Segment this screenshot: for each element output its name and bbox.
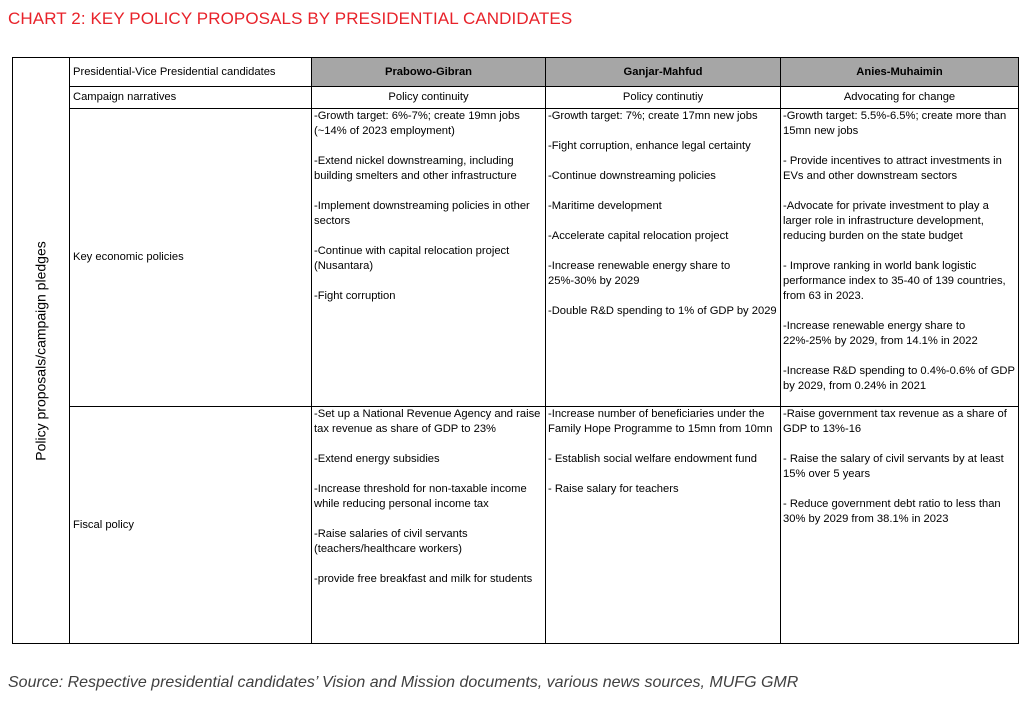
fiscal-anies [781,407,1019,644]
policy-item: -Double R&D spending to 1% of GDP by 2029 [548,305,777,317]
policy-item: -Implement downstreaming policies in other sectors [314,200,530,227]
policy-item: - Reduce government debt ratio to less than 30% by 2029 from 38.1% in 2023 [783,498,1001,525]
candidate-header-prabowo: Prabowo-Gibran [312,58,546,87]
policy-item: -Fight corruption, enhance legal certainty [548,140,751,152]
side-label: Policy proposals/campaign pledges [32,240,49,461]
header-row [13,58,1019,87]
chart-title: CHART 2: KEY POLICY PROPOSALS BY PRESIDENTIAL CANDIDATES [8,9,573,28]
policy-item: -Continue downstreaming policies [548,170,716,182]
policy-item: -Set up a National Revenue Agency and raise tax revenue as share of GDP to 23% [314,408,541,435]
candidate-header-ganjar: Ganjar-Mahfud [546,58,781,87]
economic-prabowo [312,109,546,407]
policy-item: -Extend energy subsidies [314,453,440,465]
narrative-ganjar: Policy continutiy [546,87,781,109]
candidate-header-anies: Anies-Muhaimin [781,58,1019,87]
narrative-anies: Advocating for change [781,87,1019,109]
narrative-row-label: Campaign narratives [70,87,312,109]
policy-item: -Raise government tax revenue as a share of GDP to 13%-16 [783,408,1007,435]
economic-row [13,109,1019,407]
policy-item: -Increase number of beneficiaries under the Family Hope Programme to 15mn from 10mn [548,408,773,435]
policy-item: - Establish social welfare endowment fund [548,453,757,465]
policy-item: -Increase renewable energy share to 25%-30% by 2029 [548,260,731,287]
policy-item: - Raise the salary of civil servants by at least 15% over 5 years [783,453,1004,480]
economic-row-label: Key economic policies [70,109,312,407]
narrative-prabowo: Policy continuity [312,87,546,109]
policy-item: -Increase renewable energy share to 22%-25% by 2029, from 14.1% in 2022 [783,320,978,347]
economic-anies [781,109,1019,407]
policy-item: -Raise salaries of civil servants (teachers/healthcare workers) [314,528,468,555]
side-label-cell [13,58,70,644]
fiscal-row [13,407,1019,644]
policy-item: -Extend nickel downstreaming, including building smelters and other infrastructure [314,155,517,182]
policy-item: -Fight corruption [314,290,396,302]
policy-item: -provide free breakfast and milk for students [314,573,533,585]
policy-item: -Increase R&D spending to 0.4%-0.6% of GDP by 2029, from 0.24% in 2021 [783,365,1015,392]
header-row-label: Presidential-Vice Presidential candidates [70,58,312,87]
policy-item: - Raise salary for teachers [548,483,679,495]
policy-item: -Growth target: 6%-7%; create 19mn jobs (~14% of 2023 employment) [314,110,520,137]
policy-item: - Improve ranking in world bank logistic performance index to 35-40 of 139 countries, from 63 in 2023. [783,260,1006,302]
fiscal-prabowo [312,407,546,644]
policy-item: -Accelerate capital relocation project [548,230,729,242]
policy-item: -Advocate for private investment to play a larger role in infrastructure development, reducing burden on the state budget [783,200,989,242]
economic-ganjar [546,109,781,407]
policy-item: - Provide incentives to attract investments in EVs and other downstream sectors [783,155,1002,182]
fiscal-ganjar [546,407,781,644]
policy-item: -Increase threshold for non-taxable income while reducing personal income tax [314,483,527,510]
policy-item: -Maritime development [548,200,662,212]
policy-item: -Continue with capital relocation project (Nusantara) [314,245,510,272]
policy-item: -Growth target: 7%; create 17mn new jobs [548,110,758,122]
policy-item: -Growth target: 5.5%-6.5%; create more than 15mn new jobs [783,110,1007,137]
source-note: Source: Respective presidential candidates’ Vision and Mission documents, various news sources, MUFG GMR [8,674,799,691]
narrative-row [13,87,1019,109]
fiscal-row-label: Fiscal policy [70,407,312,644]
policy-table [12,57,1019,644]
